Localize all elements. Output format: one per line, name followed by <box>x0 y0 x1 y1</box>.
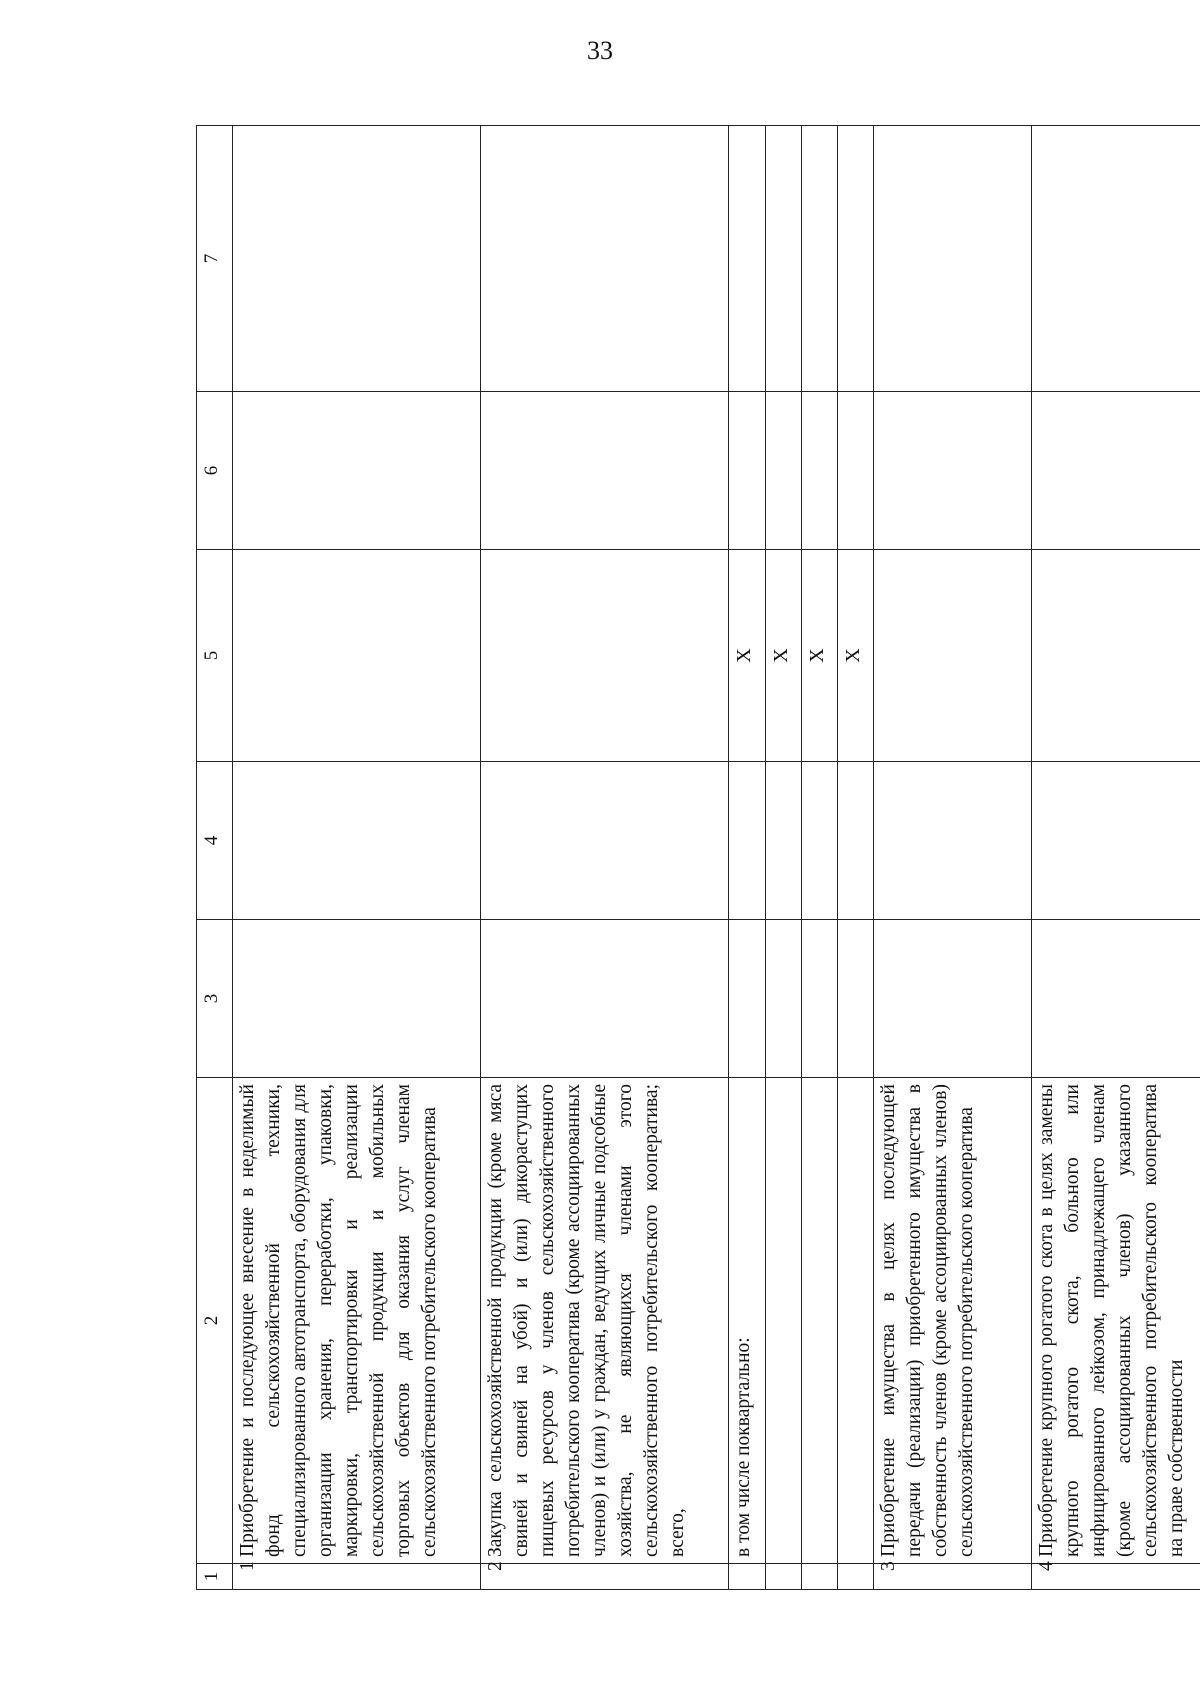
table-row <box>233 126 481 1590</box>
page-number: 33 <box>587 36 613 65</box>
header-col-1: 1 <box>197 1564 233 1590</box>
header-col-5: 5 <box>197 550 233 762</box>
rotated-table-wrapper <box>196 126 1200 1590</box>
table-cell <box>801 126 837 392</box>
table-cell <box>801 762 837 920</box>
table-cell <box>837 762 873 920</box>
table-row <box>873 126 1031 1590</box>
table-cell <box>233 126 481 392</box>
table-cell <box>233 920 481 1078</box>
header-col-7: 7 <box>197 126 233 392</box>
x-mark: X <box>765 550 801 762</box>
table-cell <box>481 550 729 762</box>
header-col-6: 6 <box>197 392 233 550</box>
table-cell <box>1032 126 1200 392</box>
table-cell <box>233 762 481 920</box>
table-cell <box>837 392 873 550</box>
row-description: Приобретение крупного рогатого скота в целях замены крупного рогатого скота, больного или инфицированного лейкозом, принадлежащего членам (кроме ассоциированных членов) указанного сельскохозяйственного потребительского кооператива на праве собственности <box>1032 1078 1200 1564</box>
table-cell <box>1032 920 1200 1078</box>
table-cell <box>729 1564 765 1590</box>
table-cell <box>837 920 873 1078</box>
table-row <box>801 126 837 1590</box>
table-cell <box>765 1564 801 1590</box>
table-cell <box>801 1564 837 1590</box>
row-number: 2 <box>481 1564 729 1590</box>
table-cell <box>233 392 481 550</box>
table-cell <box>873 392 1031 550</box>
row-description: Приобретение имущества в целях последующей передачи (реализации) приобретенного имущества в собственность членов (кроме ассоциированных членов) сельскохозяйственного потребительского кооператива <box>873 1078 1031 1564</box>
table-cell <box>729 126 765 392</box>
data-table <box>196 125 1200 1590</box>
row-description: Закупка сельскохозяйственной продукции (кроме мяса свиней и свиней на убой) и (или) дикорастущих пищевых ресурсов у членов сельскохозяйственного потребительского кооператива (кроме ассоциированных членов) и (или) у граждан, ведущих личные подсобные хозяйства, не являющихся членами этого сельскохозяйственного потребительского кооператива; всего, <box>481 1078 729 1564</box>
row-description: Приобретение и последующее внесение в неделимый фонд сельскохозяйственной техники, специализированного автотранспорта, оборудования для организации хранения, переработки, упаковки, маркировки, транспортировки и реализации сельскохозяйственной продукции и мобильных торговых объектов для оказания услуг членам сельскохозяйственного потребительского кооператива <box>233 1078 481 1564</box>
table-cell <box>1032 550 1200 762</box>
table-cell <box>873 126 1031 392</box>
table-cell <box>765 762 801 920</box>
table-cell <box>837 126 873 392</box>
row-number: 4 <box>1032 1564 1200 1590</box>
table-row <box>481 126 729 1590</box>
row-description: в том числе поквартально: <box>729 1078 765 1564</box>
x-mark: X <box>837 550 873 762</box>
table-cell <box>873 550 1031 762</box>
table-cell <box>873 762 1031 920</box>
table-row <box>837 126 873 1590</box>
header-col-3: 3 <box>197 920 233 1078</box>
table-cell <box>729 392 765 550</box>
row-number: 1 <box>233 1564 481 1590</box>
table-cell <box>801 392 837 550</box>
table-cell <box>837 1564 873 1590</box>
row-number: 3 <box>873 1564 1031 1590</box>
table-cell <box>729 762 765 920</box>
table-cell <box>1032 392 1200 550</box>
x-mark: X <box>801 550 837 762</box>
table-cell <box>481 392 729 550</box>
table-cell <box>765 126 801 392</box>
table-cell <box>801 1078 837 1564</box>
table-cell <box>1032 762 1200 920</box>
table-cell <box>765 920 801 1078</box>
table-cell <box>765 392 801 550</box>
table-cell <box>729 920 765 1078</box>
table-cell <box>873 920 1031 1078</box>
table-cell <box>837 1078 873 1564</box>
table-cell <box>481 762 729 920</box>
header-col-2: 2 <box>197 1078 233 1564</box>
table-row <box>729 126 765 1590</box>
x-mark: X <box>729 550 765 762</box>
table-cell <box>481 920 729 1078</box>
table-cell <box>233 550 481 762</box>
table-cell <box>481 126 729 392</box>
table-cell <box>801 920 837 1078</box>
header-col-4: 4 <box>197 762 233 920</box>
table-cell <box>765 1078 801 1564</box>
table-row <box>765 126 801 1590</box>
table-row <box>1032 126 1200 1590</box>
table-header-row <box>197 126 233 1590</box>
